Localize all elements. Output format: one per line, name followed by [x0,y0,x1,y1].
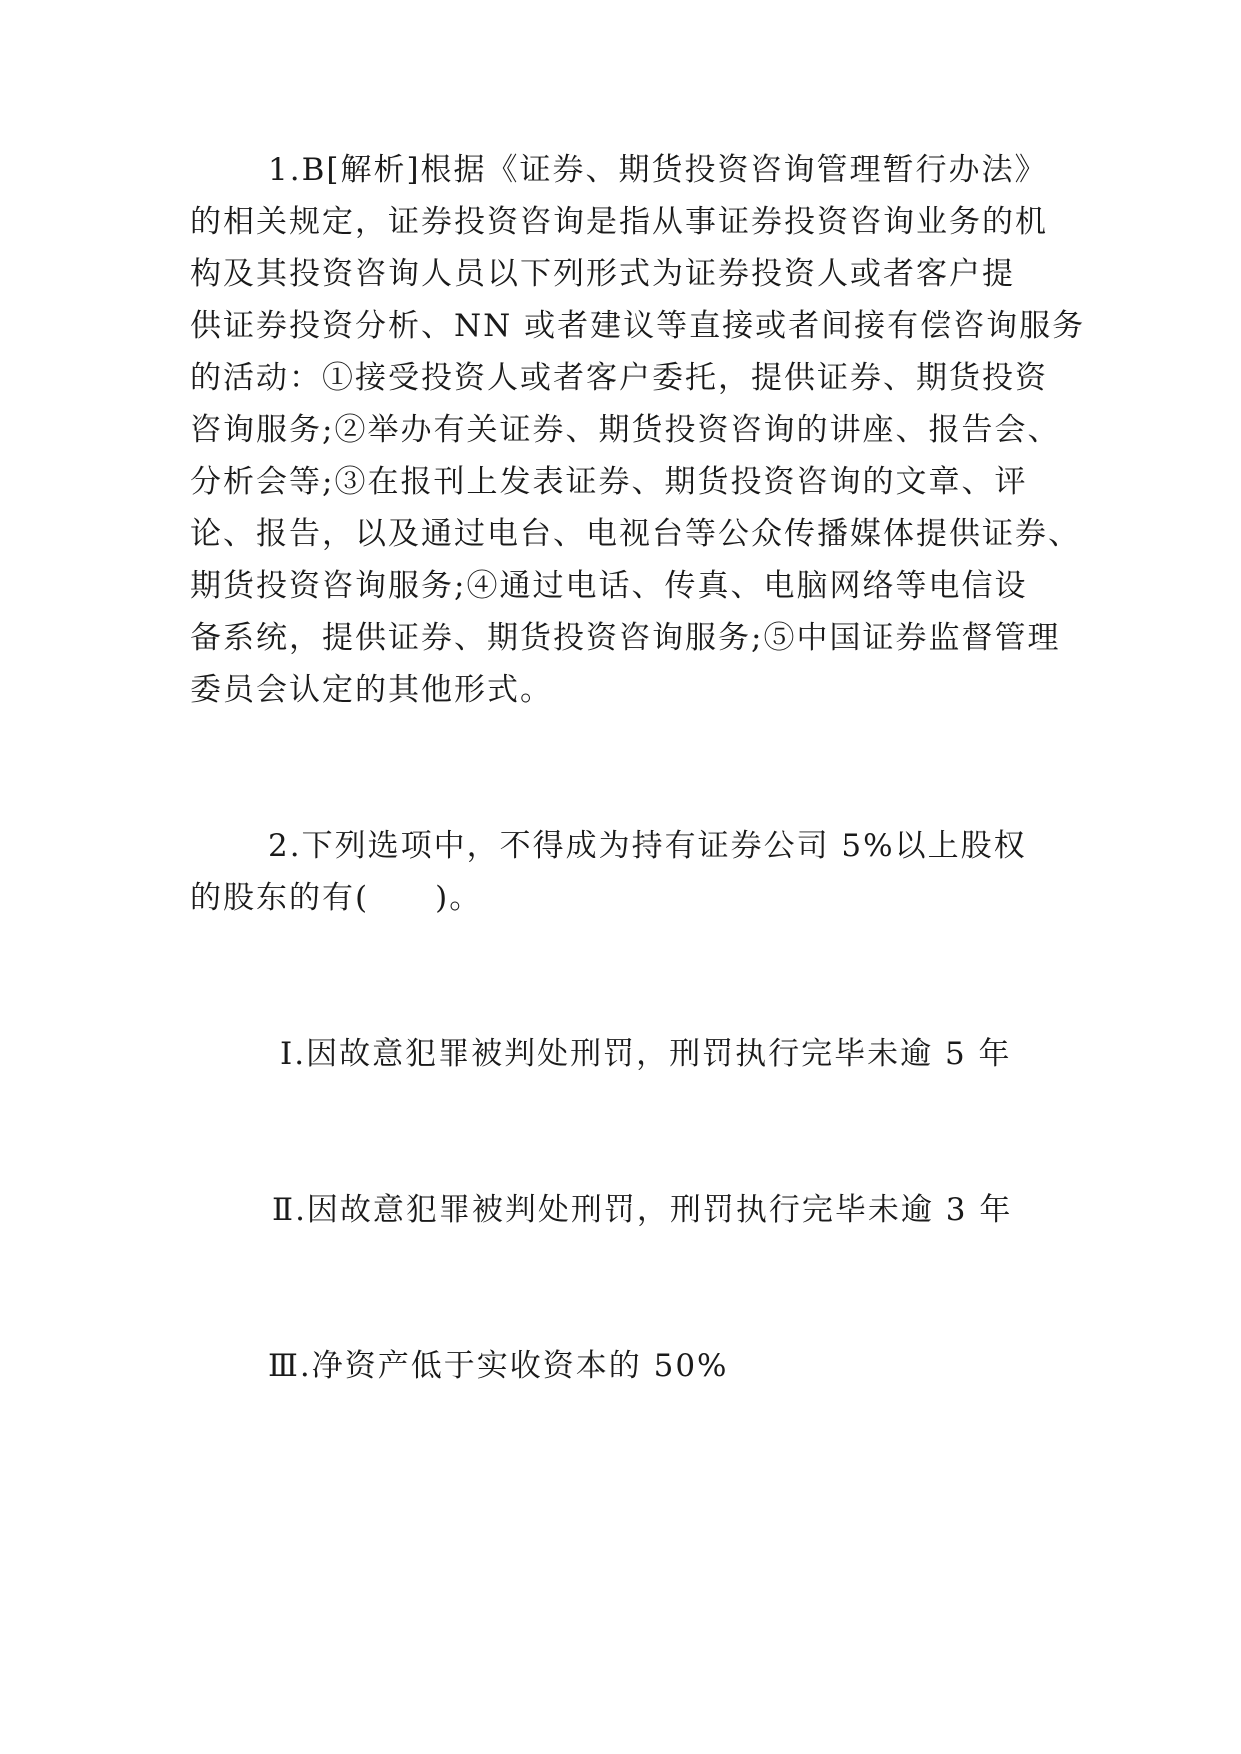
option-2: Ⅱ.因故意犯罪被判处刑罚，刑罚执行完毕未逾 3 年 [272,1192,1013,1228]
question2-line: 的股东的有( )。 [190,880,483,916]
answer1-line: 的活动：①接受投资人或者客户委托，提供证券、期货投资 [190,360,1048,396]
answer1-line: 期货投资咨询服务;④通过电话、传真、电脑网络等电信设 [190,568,1028,604]
answer1-line: 论、报告，以及通过电台、电视台等公众传播媒体提供证券、 [190,516,1081,552]
answer1-line: 备系统，提供证券、期货投资咨询服务;⑤中国证券监督管理 [190,620,1061,656]
answer1-line: 构及其投资咨询人员以下列形式为证券投资人或者客户提 [190,256,1015,292]
option-1: Ⅰ.因故意犯罪被判处刑罚，刑罚执行完毕未逾 5 年 [280,1036,1012,1072]
answer1-line: 1.B[解析]根据《证券、期货投资咨询管理暂行办法》 [268,152,1048,188]
answer1-line: 分析会等;③在报刊上发表证券、期货投资咨询的文章、评 [190,464,1028,500]
question2-line: 2.下列选项中，不得成为持有证券公司 5%以上股权 [268,828,1027,864]
answer1-line: 的相关规定，证券投资咨询是指从事证券投资咨询业务的机 [190,204,1048,240]
answer1-line: 委员会认定的其他形式。 [190,672,553,708]
answer1-line: 供证券投资分析、NN 或者建议等直接或者间接有偿咨询服务 [190,308,1086,344]
answer1-line: 咨询服务;②举办有关证券、期货投资咨询的讲座、报告会、 [190,412,1061,448]
option-3: Ⅲ.净资产低于实收资本的 50% [268,1348,729,1384]
